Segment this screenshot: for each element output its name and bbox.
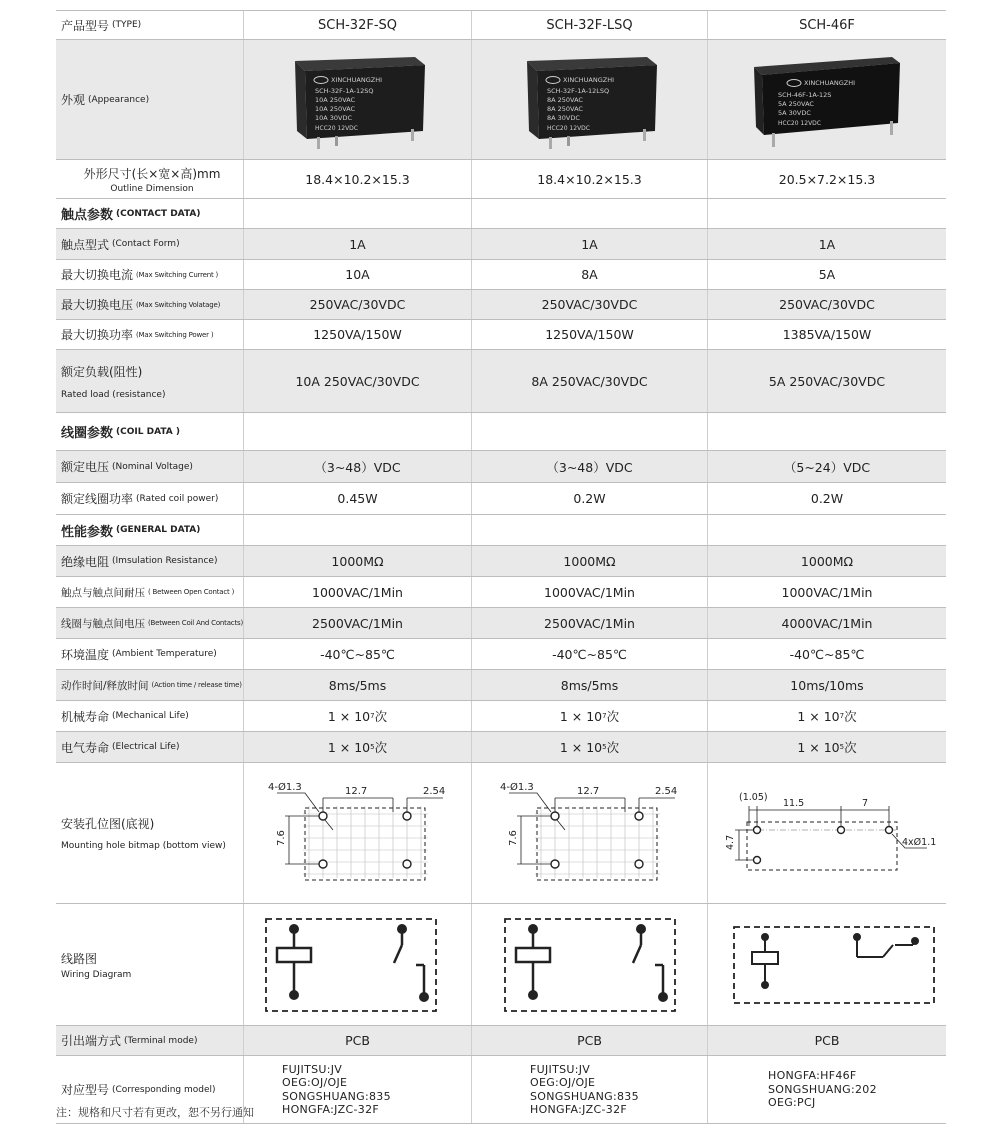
- rated-load-label: 额定负载(阻性) Rated load (resistance): [61, 364, 166, 400]
- open-contact-value: 1000VAC/1Min: [707, 577, 946, 607]
- max-voltage-row: [56, 289, 946, 319]
- wiring-row: [56, 903, 946, 1025]
- max-power-value: 1250VA/150W: [471, 320, 707, 349]
- max-power-label: 最大切换功率 (Max Switching Power ): [61, 328, 214, 342]
- action-time-label: 动作时间/释放时间 (Action time / release time): [61, 679, 242, 692]
- max-current-row: [56, 259, 946, 289]
- relay-photo-3: [707, 40, 946, 159]
- mechanical-row: [56, 700, 946, 731]
- insulation-value: 1000MΩ: [243, 546, 471, 576]
- section-title: 性能参数 (GENERAL DATA): [61, 524, 201, 540]
- max-current-value: 10A: [243, 260, 471, 289]
- terminal-value: PCB: [471, 1026, 707, 1055]
- svg-text:4-Ø1.3: 4-Ø1.3: [267, 782, 302, 793]
- electrical-row: [56, 731, 946, 762]
- max-power-value: 1385VA/150W: [707, 320, 946, 349]
- max-voltage-value: 250VAC/30VDC: [471, 290, 707, 319]
- svg-text:XINCHUANGZHI: XINCHUANGZHI: [562, 75, 614, 84]
- insulation-row: [56, 545, 946, 576]
- svg-text:8A 250VAC: 8A 250VAC: [546, 95, 583, 104]
- nominal-voltage-value: （3~48）VDC: [471, 451, 707, 482]
- svg-text:XINCHUANGZHI: XINCHUANGZHI: [804, 78, 856, 87]
- svg-text:12.7: 12.7: [576, 786, 599, 797]
- electrical-label: 电气寿命 (Electrical Life): [61, 740, 180, 755]
- nominal-voltage-value: （3~48）VDC: [243, 451, 471, 482]
- open-contact-value: 1000VAC/1Min: [243, 577, 471, 607]
- contact-form-value: 1A: [243, 229, 471, 259]
- mechanical-value: 1 × 10 7 次: [707, 701, 946, 731]
- wiring-label: 线路图 Wiring Diagram: [61, 951, 132, 980]
- model-header-1: SCH-32F-SQ: [243, 11, 471, 39]
- mounting-diagram-3: [707, 763, 946, 903]
- svg-text:5A 250VAC: 5A 250VAC: [778, 99, 814, 108]
- svg-text:10A 250VAC: 10A 250VAC: [314, 95, 355, 104]
- type-label: 产品型号 (TYPE): [61, 18, 142, 33]
- footnote: 注：规格和尺寸若有更改，恕不另行通知: [56, 1106, 254, 1119]
- svg-text:7.6: 7.6: [275, 830, 287, 846]
- action-time-row: [56, 669, 946, 700]
- rated-load-row: [56, 349, 946, 412]
- terminal-value: PCB: [243, 1026, 471, 1055]
- electrical-value: 1 × 10 5 次: [707, 732, 946, 762]
- mechanical-label: 机械寿命 (Mechanical Life): [61, 709, 189, 724]
- model-header-2: SCH-32F-LSQ: [471, 11, 707, 39]
- section-title: 触点参数 (CONTACT DATA): [61, 208, 201, 223]
- svg-text:10A 250VAC: 10A 250VAC: [314, 104, 355, 113]
- mechanical-value: 1 × 10 7 次: [243, 701, 471, 731]
- svg-text:2.54: 2.54: [422, 786, 445, 797]
- svg-text:SCH-32F-1A-12SQ: SCH-32F-1A-12SQ: [314, 86, 374, 95]
- dimension-row: [56, 159, 946, 198]
- svg-text:XINCHUANGZHI: XINCHUANGZHI: [330, 75, 382, 84]
- contact-form-row: [56, 228, 946, 259]
- svg-text:10A 30VDC: 10A 30VDC: [314, 113, 352, 122]
- svg-text:4-Ø1.3: 4-Ø1.3: [499, 782, 534, 793]
- svg-text:(1.05): (1.05): [739, 792, 768, 803]
- coil-power-value: 0.2W: [707, 483, 946, 514]
- contact-form-value: 1A: [471, 229, 707, 259]
- rated-load-value: 8A 250VAC/30VDC: [471, 350, 707, 412]
- ambient-value: -40℃~85℃: [707, 639, 946, 669]
- dimension-value: 18.4×10.2×15.3: [471, 160, 707, 198]
- model-header-3: SCH-46F: [707, 11, 946, 39]
- appearance-label: 外观 (Appearance): [61, 93, 150, 107]
- svg-text:4xØ1.1: 4xØ1.1: [902, 837, 937, 848]
- dimension-value: 20.5×7.2×15.3: [707, 160, 946, 198]
- coil-contact-row: [56, 607, 946, 638]
- coil-contact-value: 2500VAC/1Min: [471, 608, 707, 638]
- max-current-value: 8A: [471, 260, 707, 289]
- coil-section-row: [56, 412, 946, 450]
- svg-text:SCH-32F-1A-12LSQ: SCH-32F-1A-12LSQ: [546, 86, 609, 95]
- max-current-label: 最大切换电流 (Max Switching Current ): [61, 268, 219, 282]
- svg-text:HCC20 12VDC: HCC20 12VDC: [546, 124, 590, 132]
- contact-section-row: [56, 198, 946, 228]
- svg-text:11.5: 11.5: [783, 798, 805, 809]
- electrical-value: 1 × 10 5 次: [243, 732, 471, 762]
- svg-text:2.54: 2.54: [654, 786, 677, 797]
- coil-power-label: 额定线圈功率 (Rated coil power): [61, 492, 219, 506]
- mounting-row: [56, 762, 946, 903]
- coil-contact-label: 线圈与触点间电压 (Between Coil And Contacts): [61, 617, 243, 630]
- svg-text:8A 30VDC: 8A 30VDC: [546, 113, 580, 122]
- coil-power-row: [56, 482, 946, 514]
- ambient-value: -40℃~85℃: [243, 639, 471, 669]
- corresponding-models-1: FUJITSU:JV OEG:OJ/OJE SONGSHUANG:835 HONGFA:JZC-32F: [243, 1056, 471, 1123]
- svg-text:8A 250VAC: 8A 250VAC: [546, 104, 583, 113]
- terminal-label: 引出端方式 (Terminal mode): [61, 1034, 198, 1048]
- coil-power-value: 0.45W: [243, 483, 471, 514]
- mounting-label: 安装孔位图(底视) Mounting hole bitmap (bottom view): [61, 817, 226, 851]
- max-voltage-value: 250VAC/30VDC: [707, 290, 946, 319]
- insulation-value: 1000MΩ: [471, 546, 707, 576]
- max-voltage-label: 最大切换电压 (Max Switching Volatage): [61, 298, 221, 312]
- general-section-row: [56, 514, 946, 545]
- terminal-row: [56, 1025, 946, 1055]
- nominal-voltage-label: 额定电压 (Nominal Voltage): [61, 460, 193, 474]
- svg-text:SCH-46F-1A-12S: SCH-46F-1A-12S: [778, 90, 832, 99]
- rated-load-value: 10A 250VAC/30VDC: [243, 350, 471, 412]
- terminal-value: PCB: [707, 1026, 946, 1055]
- contact-form-value: 1A: [707, 229, 946, 259]
- dimension-value: 18.4×10.2×15.3: [243, 160, 471, 198]
- coil-contact-value: 4000VAC/1Min: [707, 608, 946, 638]
- ambient-label: 环境温度 (Ambient Temperature): [61, 647, 217, 662]
- ambient-row: [56, 638, 946, 669]
- wiring-diagram-3: [707, 904, 946, 1025]
- svg-text:4.7: 4.7: [725, 834, 736, 850]
- contact-form-label: 触点型式 (Contact Form): [61, 237, 180, 252]
- svg-text:5A 30VDC: 5A 30VDC: [778, 108, 811, 117]
- svg-text:HCC20 12VDC: HCC20 12VDC: [314, 124, 358, 132]
- insulation-label: 绝缘电阻 (Imsulation Resistance): [61, 554, 218, 569]
- max-voltage-value: 250VAC/30VDC: [243, 290, 471, 319]
- mechanical-value: 1 × 10 7 次: [471, 701, 707, 731]
- appearance-row: [56, 39, 946, 159]
- rated-load-value: 5A 250VAC/30VDC: [707, 350, 946, 412]
- action-time-value: 10ms/10ms: [707, 670, 946, 700]
- open-contact-label: 触点与触点间耐压 ( Between Open Contact ): [61, 586, 235, 599]
- svg-text:7: 7: [862, 798, 869, 809]
- relay-photo-1: [243, 40, 471, 159]
- coil-contact-value: 2500VAC/1Min: [243, 608, 471, 638]
- mounting-diagram-2: [471, 763, 707, 903]
- ambient-value: -40℃~85℃: [471, 639, 707, 669]
- open-contact-row: [56, 576, 946, 607]
- relay-photo-2: [471, 40, 707, 159]
- action-time-value: 8ms/5ms: [471, 670, 707, 700]
- max-power-row: [56, 319, 946, 349]
- open-contact-value: 1000VAC/1Min: [471, 577, 707, 607]
- nominal-voltage-row: [56, 450, 946, 482]
- insulation-value: 1000MΩ: [707, 546, 946, 576]
- corresponding-models-3: HONGFA:HF46F SONGSHUANG:202 OEG:PCJ: [707, 1056, 946, 1123]
- action-time-value: 8ms/5ms: [243, 670, 471, 700]
- wiring-diagram-2: [471, 904, 707, 1025]
- nominal-voltage-value: （5~24）VDC: [707, 451, 946, 482]
- coil-power-value: 0.2W: [471, 483, 707, 514]
- svg-text:12.7: 12.7: [344, 786, 367, 797]
- header-row: [56, 10, 946, 39]
- spec-table: [56, 10, 946, 1124]
- section-title: 线圈参数 (COIL DATA ): [61, 426, 180, 441]
- mounting-diagram-1: [243, 763, 471, 903]
- corresponding-models-2: FUJITSU:JV OEG:OJ/OJE SONGSHUANG:835 HONGFA:JZC-32F: [471, 1056, 707, 1123]
- max-power-value: 1250VA/150W: [243, 320, 471, 349]
- electrical-value: 1 × 10 5 次: [471, 732, 707, 762]
- max-current-value: 5A: [707, 260, 946, 289]
- dimension-label: 外形尺寸(长×宽×高)mm Outline Dimension: [83, 166, 221, 194]
- corresponding-label: 对应型号 (Corresponding model): [61, 1083, 216, 1097]
- svg-text:HCC20 12VDC: HCC20 12VDC: [778, 119, 821, 127]
- svg-text:7.6: 7.6: [507, 830, 519, 846]
- wiring-diagram-1: [243, 904, 471, 1025]
